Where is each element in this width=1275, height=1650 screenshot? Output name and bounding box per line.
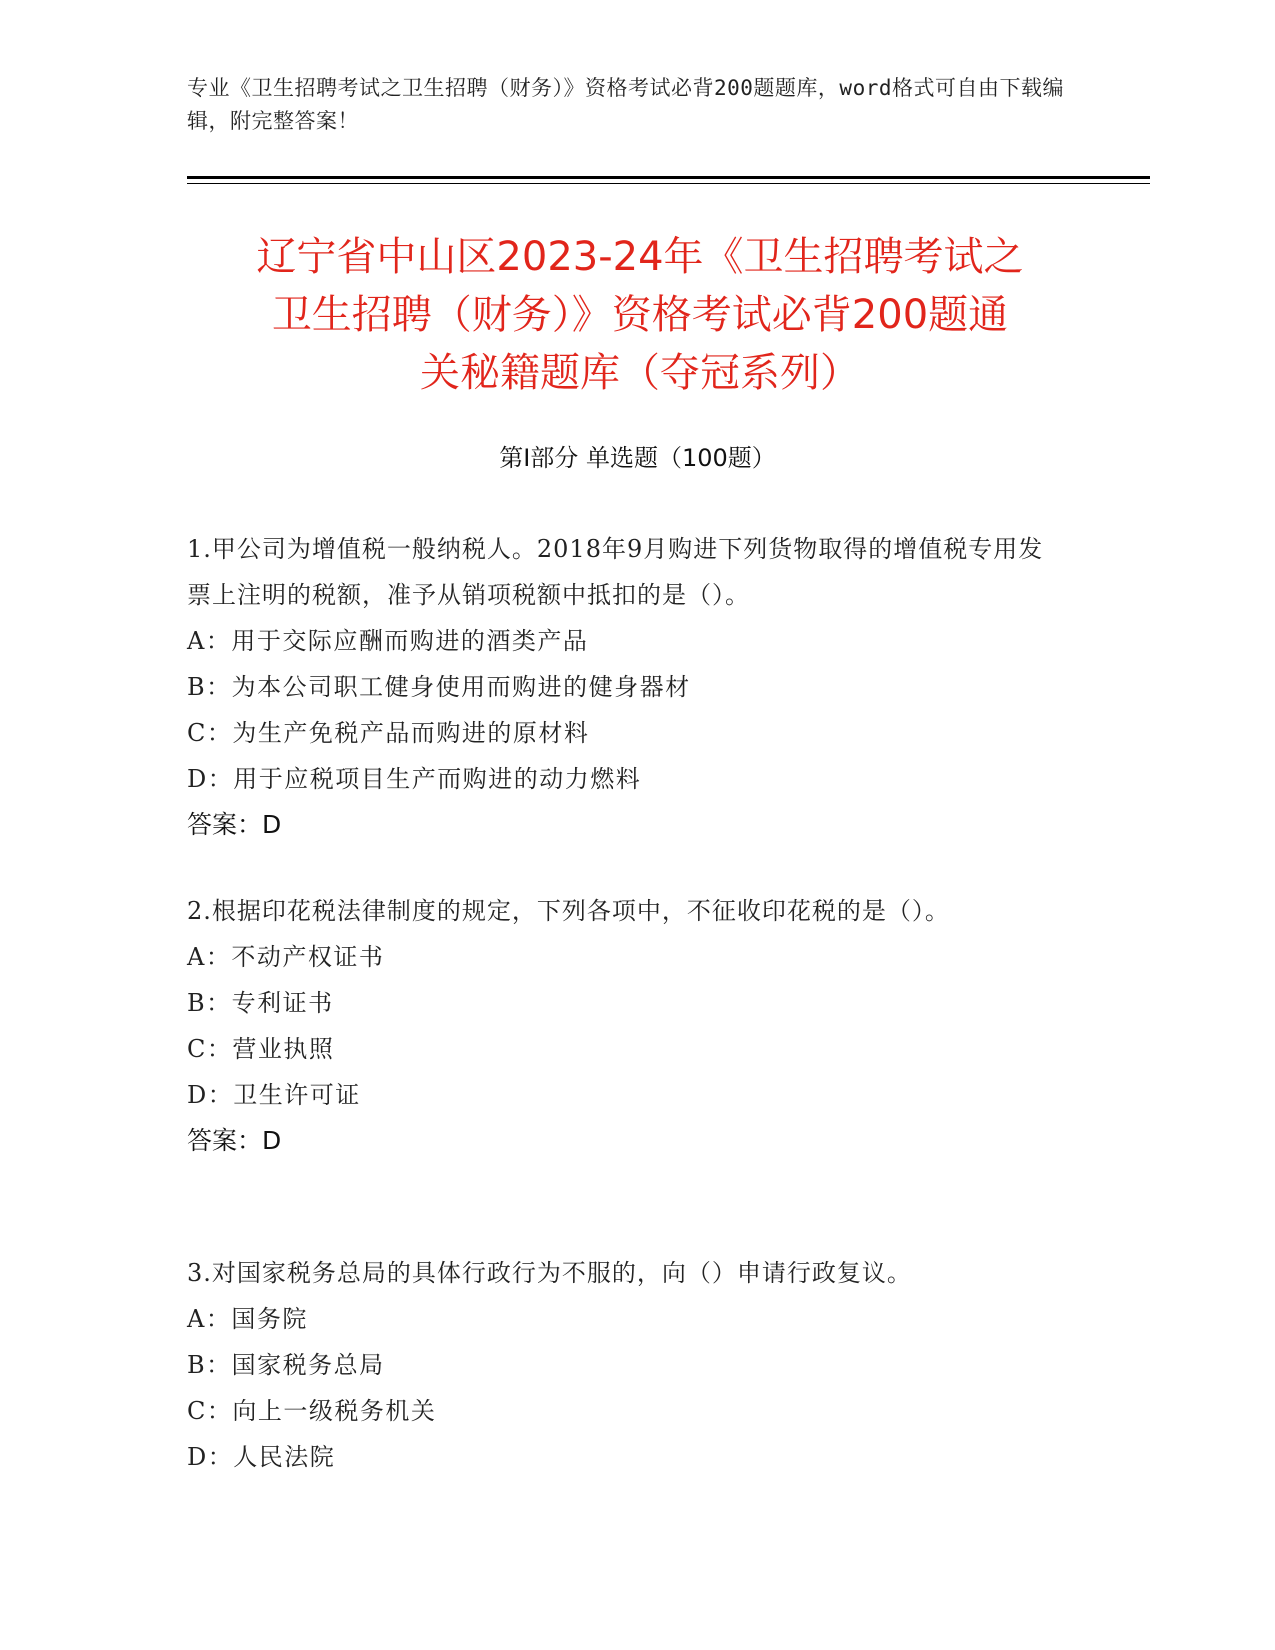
answer-line: 答案：D [187,810,282,839]
question-block [187,526,1067,848]
header-note: 专业《卫生招聘考试之卫生招聘（财务）》资格考试必背200题题库，word格式可自由下载编辑，附完整答案！ [187,76,1064,133]
option-d: D：用于应税项目生产而购进的动力燃料 [187,765,642,793]
question-block [187,888,1067,1164]
option-b: B：专利证书 [187,989,334,1017]
option-a: A：国务院 [187,1305,308,1333]
option-c: C：向上一级税务机关 [187,1397,437,1425]
option-b: B：国家税务总局 [187,1351,385,1379]
title-line: 关秘籍题库（夺冠系列） [420,350,860,396]
option-b: B：为本公司职工健身使用而购进的健身器材 [187,673,691,701]
option-c: C：营业执照 [187,1035,335,1063]
title-line: 辽宁省中山区2023-24年《卫生招聘考试之 [256,234,1024,280]
option-c: C：为生产免税产品而购进的原材料 [187,719,590,747]
section-heading: 第I部分 单选题（100题） [499,444,776,472]
header-divider-thin [187,183,1150,184]
answer-line: 答案：D [187,1126,282,1155]
header-divider-thick [187,176,1150,179]
option-a: A：用于交际应酬而购进的酒类产品 [187,627,589,655]
question-stem: 1.甲公司为增值税一般纳税人。2018年9月购进下列货物取得的增值税专用发票上注明的税额，准予从销项税额中抵扣的是（）。 [187,535,1044,609]
question-stem: 3.对国家税务总局的具体行政行为不服的，向（）申请行政复议。 [187,1259,912,1287]
title-line: 卫生招聘（财务）》资格考试必背200题通 [271,292,1009,338]
question-stem: 2.根据印花税法律制度的规定，下列各项中，不征收印花税的是（）。 [187,897,950,925]
option-a: A：不动产权证书 [187,943,385,971]
document-title [190,228,1090,402]
option-d: D：卫生许可证 [187,1081,361,1109]
option-d: D：人民法院 [187,1443,336,1471]
question-block [187,1250,1067,1480]
